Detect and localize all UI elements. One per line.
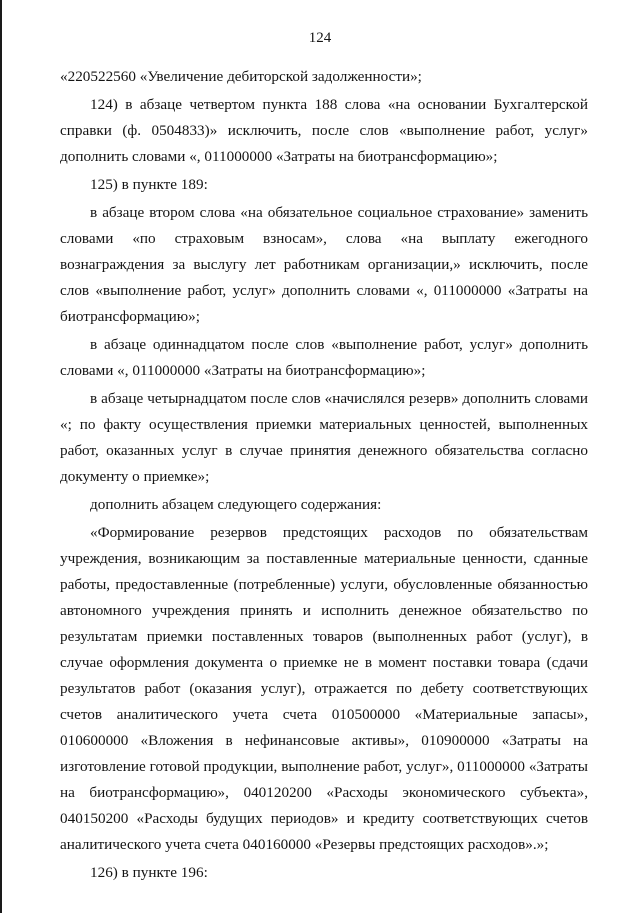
paragraph-continuation: «220522560 «Увеличение дебиторской задолженности»; [60, 68, 422, 85]
paragraph-add-abzac: дополнить абзацем следующего содержания: [90, 496, 382, 513]
paragraph-fourteenth-abzac: в абзаце четырнадцатом после слов «начислялся резерв» дополнить словами «; по факту осуществления приемки материальных ценностей, выполненных работ, оказанных услуг в случае принятия денежного обязательства согласно документу о приемке»; [60, 390, 588, 485]
paragraph-quoted-text: «Формирование резервов предстоящих расходов по обязательствам учреждения, возникающим за поставленные материальные ценности, сданные работы, предоставленные (потребленные) услуги, обусловленные обязанностью автономного учреждения принять и исполнить денежное обязательство по результатам приемки поставленных товаров (выполненных работ (услуг), в случае оформления документа о приемке не в момент поставки товара (сдачи результатов работ (оказания услуг), отражается по дебету соответствующих счетов аналитического учета счета 010500000 «Материальные запасы», 010600000 «Вложения в нефинансовые активы», 010900000 «Затраты на изготовление готовой продукции, выполнение работ, услуг», 011000000 «Затраты на биотрансформацию», 040120200 «Расходы экономического субъекта», 040150200 «Расходы будущих периодов» и кредиту соответствующих счетов аналитического учета счета 040160000 «Резервы предстоящих расходов».»; [60, 524, 588, 853]
paragraph-item-126: 126) в пункте 196: [90, 864, 208, 881]
document-body [60, 64, 588, 886]
scan-edge [0, 0, 2, 913]
paragraph-item-124: 124) в абзаце четвертом пункта 188 слова «на основании Бухгалтерской справки (ф. 0504833)» исключить, после слов «выполнение работ, услуг» дополнить словами «, 011000000 «Затраты на биотрансформацию»; [60, 96, 588, 165]
paragraph-second-abzac: в абзаце втором слова «на обязательное социальное страхование» заменить словами «по страховым взносам», слова «на выплату ежегодного вознаграждения за выслугу лет работникам организации,» исключить, после слов «выполнение работ, услуг» дополнить словами «, 011000000 «Затраты на биотрансформацию»; [60, 204, 588, 325]
paragraph-eleventh-abzac: в абзаце одиннадцатом после слов «выполнение работ, услуг» дополнить словами «, 011000000 «Затраты на биотрансформацию»; [60, 336, 588, 379]
page-number: 124 [308, 30, 332, 46]
paragraph-item-125: 125) в пункте 189: [90, 176, 208, 193]
